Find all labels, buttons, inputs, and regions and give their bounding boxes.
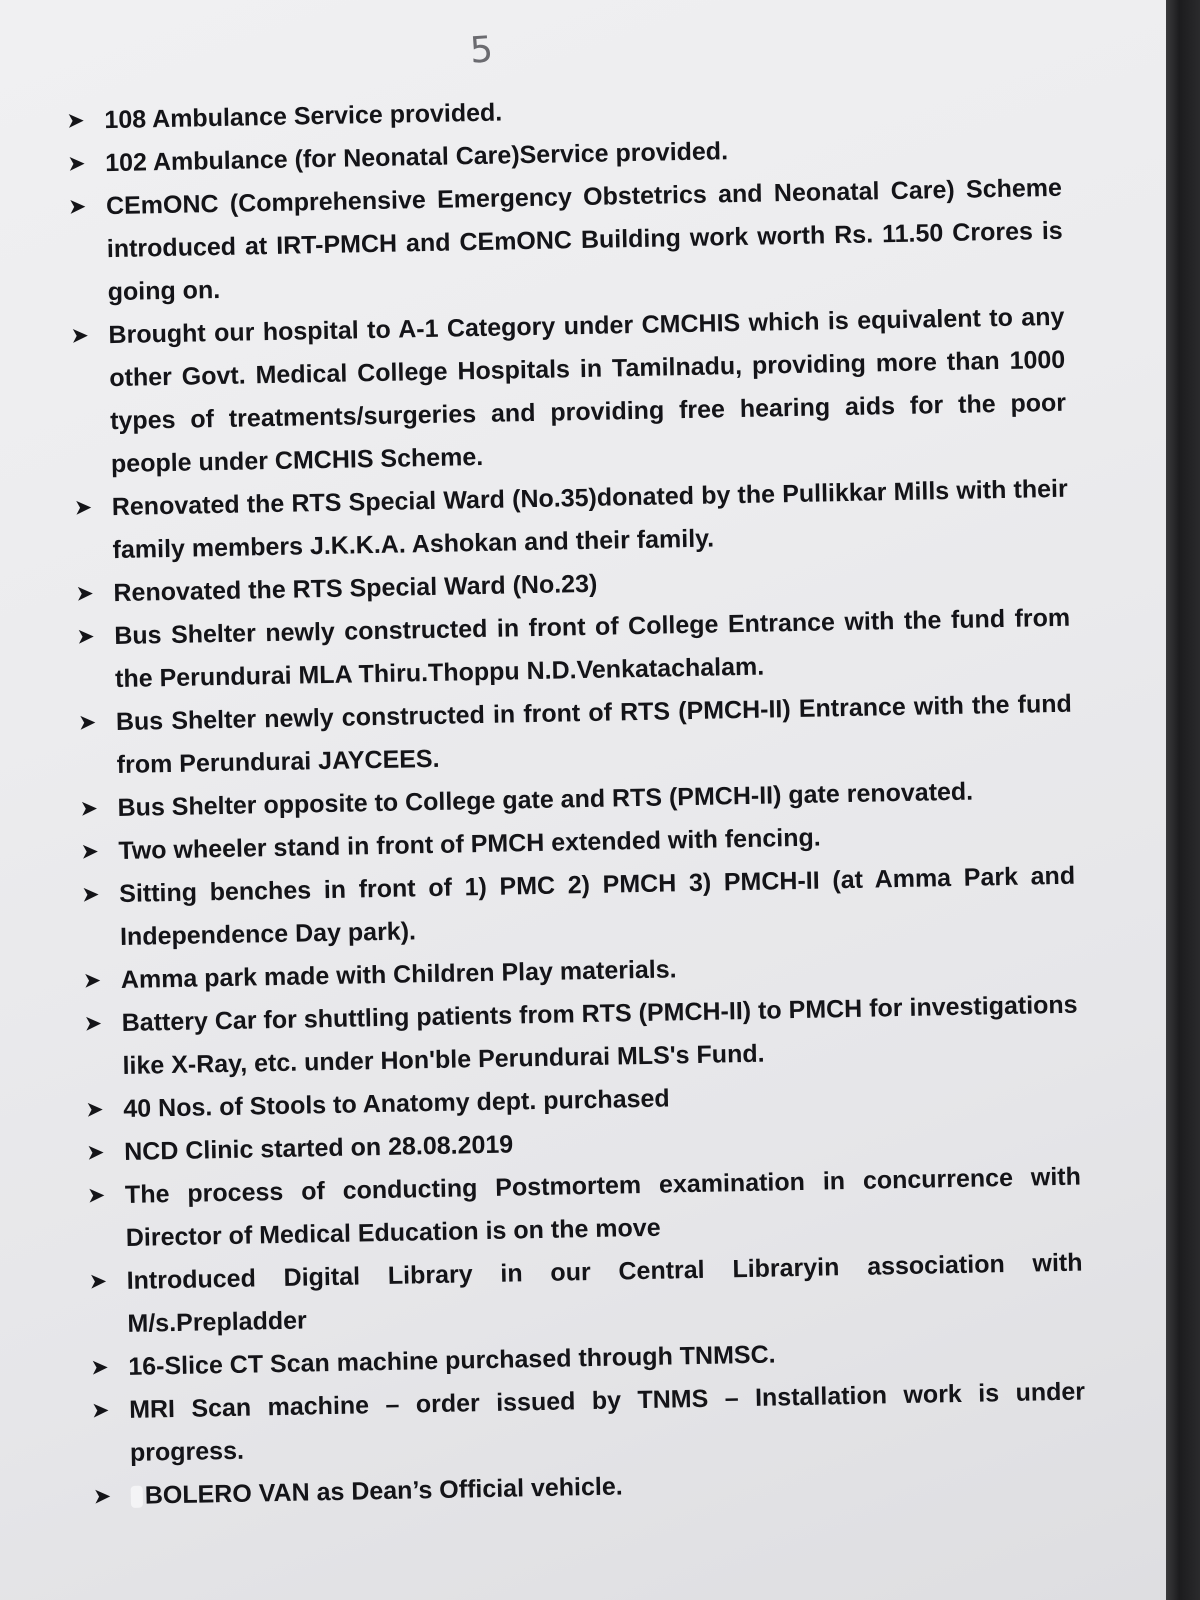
arrow-bullet-icon: ➤ — [66, 108, 86, 134]
list-item-text: Two wheeler stand in front of PMCH extended with fencing. — [118, 823, 821, 866]
page-edge-shadow — [1166, 0, 1200, 1600]
list-item-text: Battery Car for shuttling patients from RTS (PMCH-II) to PMCH for investigations like X-Ray, etc. under Hon'ble Perundurai MLS's Fund. — [121, 990, 1078, 1080]
list-item-text: The process of conducting Postmortem examination in concurrence with Director of Medical Education is on the move — [124, 1162, 1082, 1252]
list-item-text: Bus Shelter newly constructed in front of College Entrance with the fund from the Perundurai MLA Thiru.Thoppu N.D.Venkatachalam. — [114, 603, 1071, 694]
correction-smudge — [131, 1486, 143, 1508]
list-item-text: Renovated the RTS Special Ward (No.35)donated by the Pullikkar Mills with their family members J.K.K.A. Ashokan and their family. — [111, 474, 1068, 565]
achievement-list — [60, 81, 1087, 1519]
arrow-bullet-icon: ➤ — [88, 1269, 108, 1295]
arrow-bullet-icon: ➤ — [80, 839, 100, 865]
list-item-text: Introduced Digital Library in our Central Libraryin association with M/s.Prepladder — [126, 1248, 1083, 1338]
arrow-bullet-icon: ➤ — [73, 495, 93, 521]
arrow-bullet-icon: ➤ — [90, 1398, 110, 1424]
list-item-text: Amma park made with Children Play materials. — [120, 955, 677, 994]
page-number: 5 — [468, 29, 495, 72]
list-item-text: 40 Nos. of Stools to Anatomy dept. purchased — [123, 1084, 670, 1123]
arrow-bullet-icon: ➤ — [86, 1183, 106, 1209]
list-item-text: Sitting benches in front of 1) PMC 2) PMCH 3) PMCH-II (at Amma Park and Independence Day park). — [118, 861, 1076, 951]
arrow-bullet-icon: ➤ — [75, 581, 95, 607]
arrow-bullet-icon: ➤ — [85, 1097, 105, 1123]
list-item-text: Bus Shelter opposite to College gate and RTS (PMCH-II) gate renovated. — [117, 777, 974, 823]
arrow-bullet-icon: ➤ — [90, 1355, 110, 1381]
arrow-bullet-icon: ➤ — [76, 624, 95, 650]
arrow-bullet-icon: ➤ — [81, 882, 100, 908]
list-item-text: 16-Slice CT Scan machine purchased through TNMSC. — [128, 1340, 776, 1381]
arrow-bullet-icon: ➤ — [70, 323, 90, 349]
arrow-bullet-icon: ➤ — [67, 194, 87, 220]
arrow-bullet-icon: ➤ — [85, 1140, 105, 1166]
list-item-text: NCD Clinic started on 28.08.2019 — [123, 1130, 514, 1166]
document-content — [60, 81, 1087, 1519]
arrow-bullet-icon: ➤ — [66, 151, 86, 177]
arrow-bullet-icon: ➤ — [79, 796, 99, 822]
list-item-text: 102 Ambulance (for Neonatal Care)Service provided. — [104, 137, 729, 178]
list-item — [62, 167, 1064, 315]
arrow-bullet-icon: ➤ — [82, 968, 102, 994]
list-item-text: MRI Scan machine – order issued by TNMS – Installation work is under progress. — [128, 1377, 1086, 1467]
list-item-text: BOLERO VAN as Dean’s Official vehicle. — [144, 1472, 623, 1510]
arrow-bullet-icon: ➤ — [83, 1011, 103, 1037]
list-item-text: Bus Shelter newly constructed in front of RTS (PMCH-II) Entrance with the fund from Perundurai JAYCEES. — [115, 689, 1073, 780]
list-item-text: Renovated the RTS Special Ward (No.23) — [113, 569, 598, 608]
list-item-text: Brought our hospital to A-1 Category under CMCHIS which is equivalent to any other Govt. Medical College Hospitals in Tamilnadu, providing more than 1000 types of treatments/surgeries and providing free hearing aids for the poor people under CMCHIS Scheme. — [108, 302, 1067, 479]
arrow-bullet-icon: ➤ — [77, 710, 97, 736]
list-item-text: CEmONC (Comprehensive Emergency Obstetrics and Neonatal Care) Scheme introduced at IRT-PMCH and CEmONC Building work worth Rs. 11.50 Crores is going on. — [105, 173, 1063, 307]
arrow-bullet-icon: ➤ — [92, 1484, 112, 1510]
list-item-text: 108 Ambulance Service provided. — [104, 98, 503, 135]
list-item — [64, 296, 1067, 487]
